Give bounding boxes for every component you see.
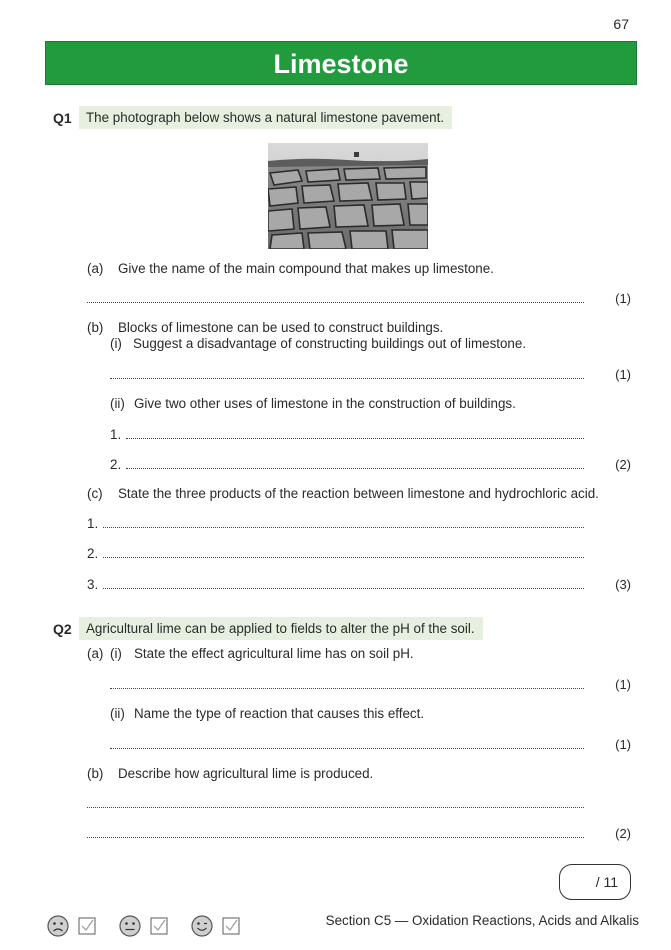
- q1bi-answer-line[interactable]: [110, 378, 584, 379]
- q1c-num-3: 3.: [87, 577, 99, 592]
- q2ai-mark: (1): [615, 677, 631, 692]
- q2b-answer-line-2[interactable]: [87, 837, 584, 838]
- q1c-num-1: 1.: [87, 516, 99, 531]
- q1c-answer-line-3[interactable]: [103, 588, 584, 589]
- q2ai-label: (i): [110, 646, 122, 661]
- page-number: 67: [613, 16, 629, 32]
- section-footer: Section C5 — Oxidation Reactions, Acids and Alkalis: [325, 913, 639, 928]
- q1bi-label: (i): [110, 336, 122, 351]
- q2a-label: (a): [87, 646, 104, 661]
- q2b-answer-line-1[interactable]: [87, 807, 584, 808]
- q1bii-label: (ii): [110, 396, 125, 411]
- frown-face-icon[interactable]: [46, 914, 100, 938]
- question-number-q1: Q1: [53, 110, 72, 126]
- limestone-pavement-photo: [268, 143, 428, 249]
- question-number-q2: Q2: [53, 621, 72, 637]
- q1bi-text: Suggest a disadvantage of constructing buildings out of limestone.: [133, 336, 527, 351]
- q1a-mark: (1): [615, 291, 631, 306]
- q1bii-answer-line-1[interactable]: [126, 438, 584, 439]
- question-stem-q1: The photograph below shows a natural limestone pavement.: [79, 106, 452, 129]
- q2b-text: Describe how agricultural lime is produced.: [118, 766, 374, 781]
- neutral-face-icon[interactable]: [118, 914, 172, 938]
- q1c-mark: (3): [615, 577, 631, 592]
- q1bii-mark: (2): [615, 457, 631, 472]
- q1bii-num-2: 2.: [110, 457, 122, 472]
- q1c-text: State the three products of the reaction between limestone and hydrochloric acid.: [118, 486, 599, 501]
- q2aii-mark: (1): [615, 737, 631, 752]
- page-title: Limestone: [45, 41, 637, 85]
- q1bii-text: Give two other uses of limestone in the construction of buildings.: [134, 396, 516, 411]
- q1c-answer-line-1[interactable]: [103, 527, 584, 528]
- q1bii-answer-line-2[interactable]: [126, 468, 584, 469]
- q2aii-label: (ii): [110, 706, 125, 721]
- q1bi-mark: (1): [615, 367, 631, 382]
- question-stem-q2: Agricultural lime can be applied to fields to alter the pH of the soil.: [79, 617, 483, 640]
- q1a-answer-line[interactable]: [87, 302, 584, 303]
- q1b-text: Blocks of limestone can be used to construct buildings.: [118, 320, 444, 335]
- q1b-label: (b): [87, 320, 104, 335]
- q1a-label: (a): [87, 261, 104, 276]
- q2ai-text: State the effect agricultural lime has on soil pH.: [134, 646, 414, 661]
- q2aii-answer-line[interactable]: [110, 748, 584, 749]
- smile-face-icon[interactable]: [190, 914, 244, 938]
- q1a-text: Give the name of the main compound that makes up limestone.: [118, 261, 494, 276]
- score-box: / 11: [559, 864, 631, 900]
- q1c-answer-line-2[interactable]: [103, 557, 584, 558]
- q2b-mark: (2): [615, 826, 631, 841]
- q2aii-text: Name the type of reaction that causes this effect.: [134, 706, 425, 721]
- q1bii-num-1: 1.: [110, 427, 122, 442]
- q1c-label: (c): [87, 486, 103, 501]
- q2ai-answer-line[interactable]: [110, 688, 584, 689]
- q2b-label: (b): [87, 766, 104, 781]
- q1c-num-2: 2.: [87, 546, 99, 561]
